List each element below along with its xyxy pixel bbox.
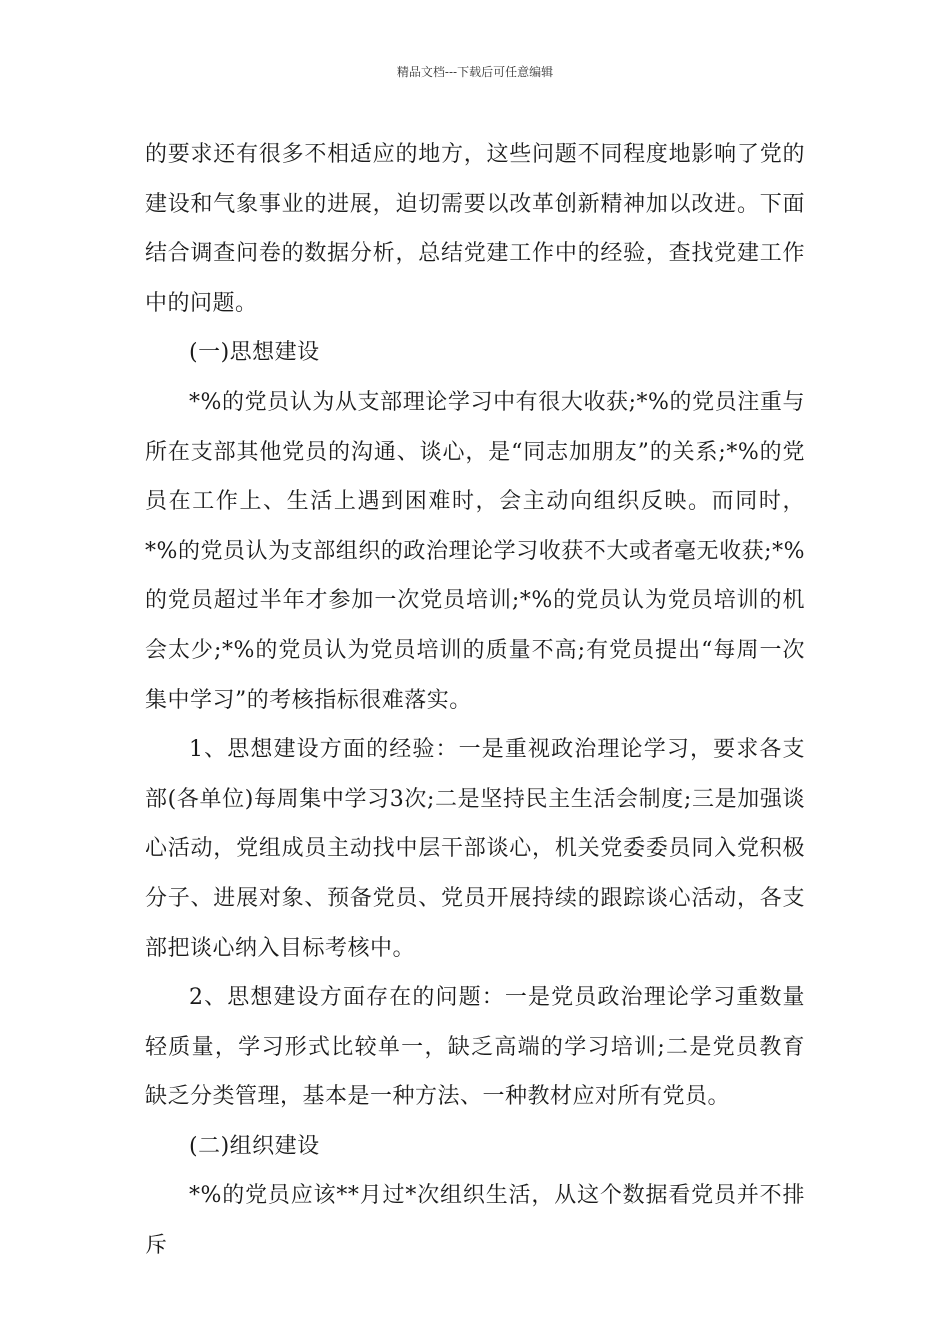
- paragraph-experience: 1、思想建设方面的经验：一是重视政治理论学习，要求各支部(各单位)每周集中学习3次;二是坚持民主生活会制度;三是加强谈心活动，党组成员主动找中层干部谈心，机关党委委员同入党积极分子、进展对象、预备党员、党员开展持续的跟踪谈心活动，各支部把谈心纳入目标考核中。: [145, 737, 805, 961]
- paragraph-organizational-life: *%的党员应该**月过*次组织生活，从这个数据看党员并不排斥: [145, 1183, 805, 1259]
- document-body: [145, 130, 805, 1271]
- section-heading-organizational: (二)组织建设: [189, 1133, 320, 1159]
- section-heading-ideological: (一)思想建设: [189, 340, 320, 366]
- paragraph-problems: 2、思想建设方面存在的问题：一是党员政治理论学习重数量轻质量，学习形式比较单一，缺乏高端的学习培训;二是党员教育缺乏分类管理，基本是一种方法、一种教材应对所有党员。: [145, 985, 805, 1110]
- paragraph-survey-results: *%的党员认为从支部理论学习中有很大收获;*%的党员注重与所在支部其他党员的沟通、谈心，是“同志加朋友”的关系;*%的党员在工作上、生活上遇到困难时，会主动向组织反映。而同时，*%的党员认为支部组织的政治理论学习收获不大或者毫无收获;*%的党员超过半年才参加一次党员培训;*%的党员认为党员培训的机会太少;*%的党员认为党员培训的质量不高;有党员提出“每周一次集中学习”的考核指标很难落实。: [145, 389, 805, 713]
- paragraph-continuation: 的要求还有很多不相适应的地方，这些问题不同程度地影响了党的建设和气象事业的进展，迫切需要以改革创新精神加以改进。下面结合调查问卷的数据分析，总结党建工作中的经验，查找党建工作中的问题。: [145, 142, 805, 316]
- page-header: 精品文档---下载后可任意编辑: [396, 65, 554, 79]
